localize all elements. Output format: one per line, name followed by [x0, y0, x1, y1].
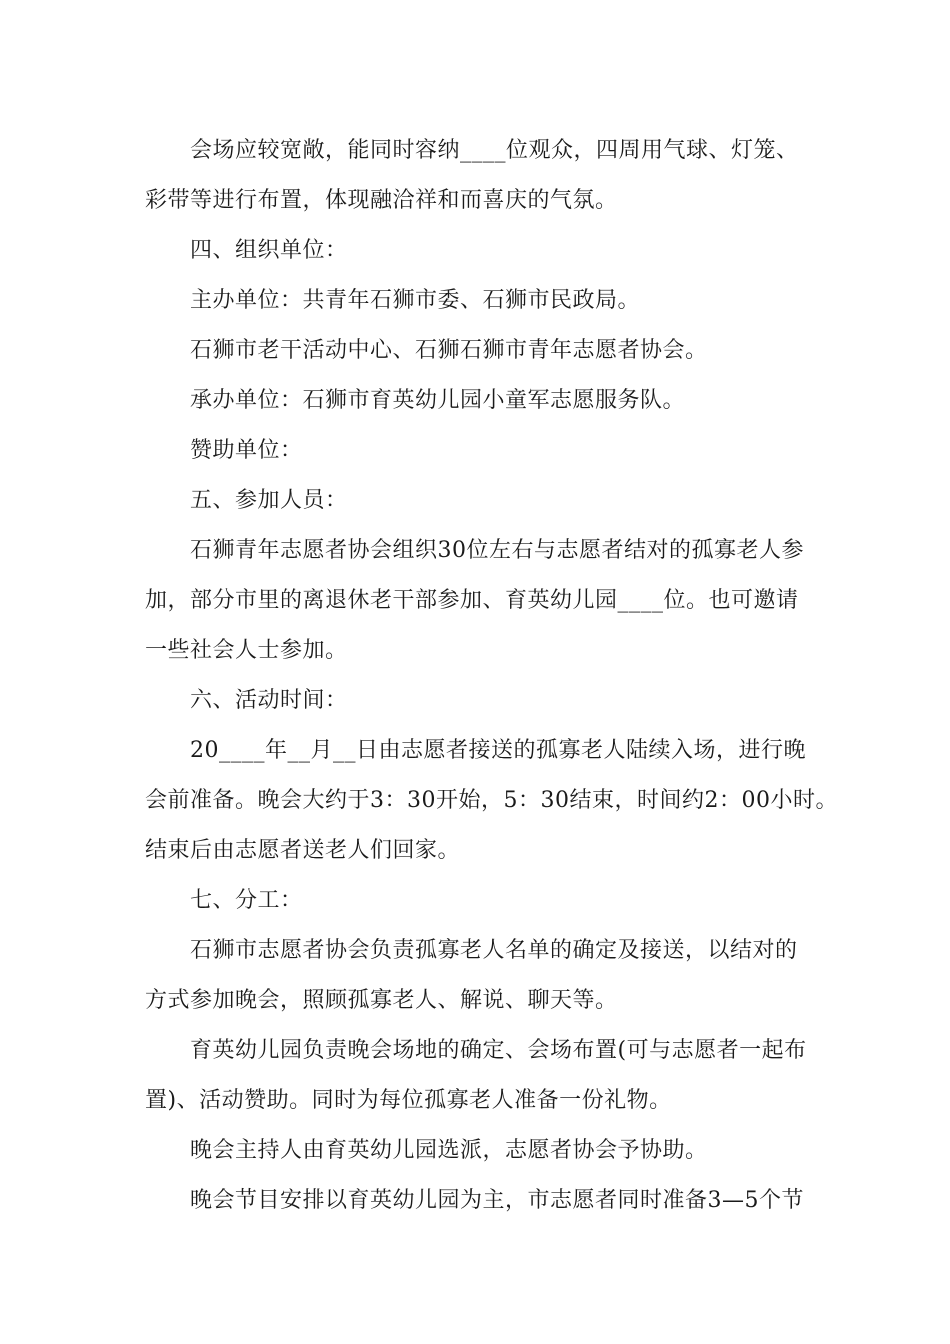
paragraph-line: 石狮市志愿者协会负责孤寡老人名单的确定及接送，以结对的 — [190, 938, 798, 963]
paragraph-line: 结束后由志愿者送老人们回家。 — [145, 838, 461, 863]
section-heading: 四、组织单位： — [190, 238, 348, 263]
paragraph-line: 承办单位：石狮市育英幼儿园小童军志愿服务队。 — [190, 388, 686, 413]
paragraph-line: 20____年__月__日由志愿者接送的孤寡老人陆续入场，进行晚 — [190, 738, 806, 763]
paragraph-line: 育英幼儿园负责晚会场地的确定、会场布置(可与志愿者一起布 — [190, 1038, 807, 1063]
paragraph-line: 会场应较宽敞，能同时容纳____位观众，四周用气球、灯笼、 — [190, 138, 799, 163]
paragraph-line: 主办单位：共青年石狮市委、石狮市民政局。 — [190, 288, 641, 313]
paragraph-line: 一些社会人士参加。 — [145, 638, 348, 663]
paragraph-line: 彩带等进行布置，体现融洽祥和而喜庆的气氛。 — [145, 188, 618, 213]
paragraph-line: 石狮青年志愿者协会组织30位左右与志愿者结对的孤寡老人参 — [190, 538, 804, 563]
paragraph-line: 方式参加晚会，照顾孤寡老人、解说、聊天等。 — [145, 988, 618, 1013]
section-heading: 五、参加人员： — [190, 488, 348, 513]
paragraph-line: 晚会主持人由育英幼儿园选派，志愿者协会予协助。 — [190, 1138, 708, 1163]
section-heading: 七、分工： — [190, 888, 303, 913]
paragraph-line: 置)、活动赞助。同时为每位孤寡老人准备一份礼物。 — [145, 1088, 672, 1113]
paragraph-line: 晚会节目安排以育英幼儿园为主，市志愿者同时准备3—5个节 — [190, 1188, 804, 1213]
paragraph-line: 石狮市老干活动中心、石狮石狮市青年志愿者协会。 — [190, 338, 708, 363]
paragraph-line: 加，部分市里的离退休老干部参加、育英幼儿园____位。也可邀请 — [145, 588, 799, 613]
paragraph-line: 赞助单位： — [190, 438, 303, 463]
section-heading: 六、活动时间： — [190, 688, 348, 713]
paragraph-line: 会前准备。晚会大约于3：30开始，5：30结束，时间约2：00小时。 — [145, 788, 838, 813]
